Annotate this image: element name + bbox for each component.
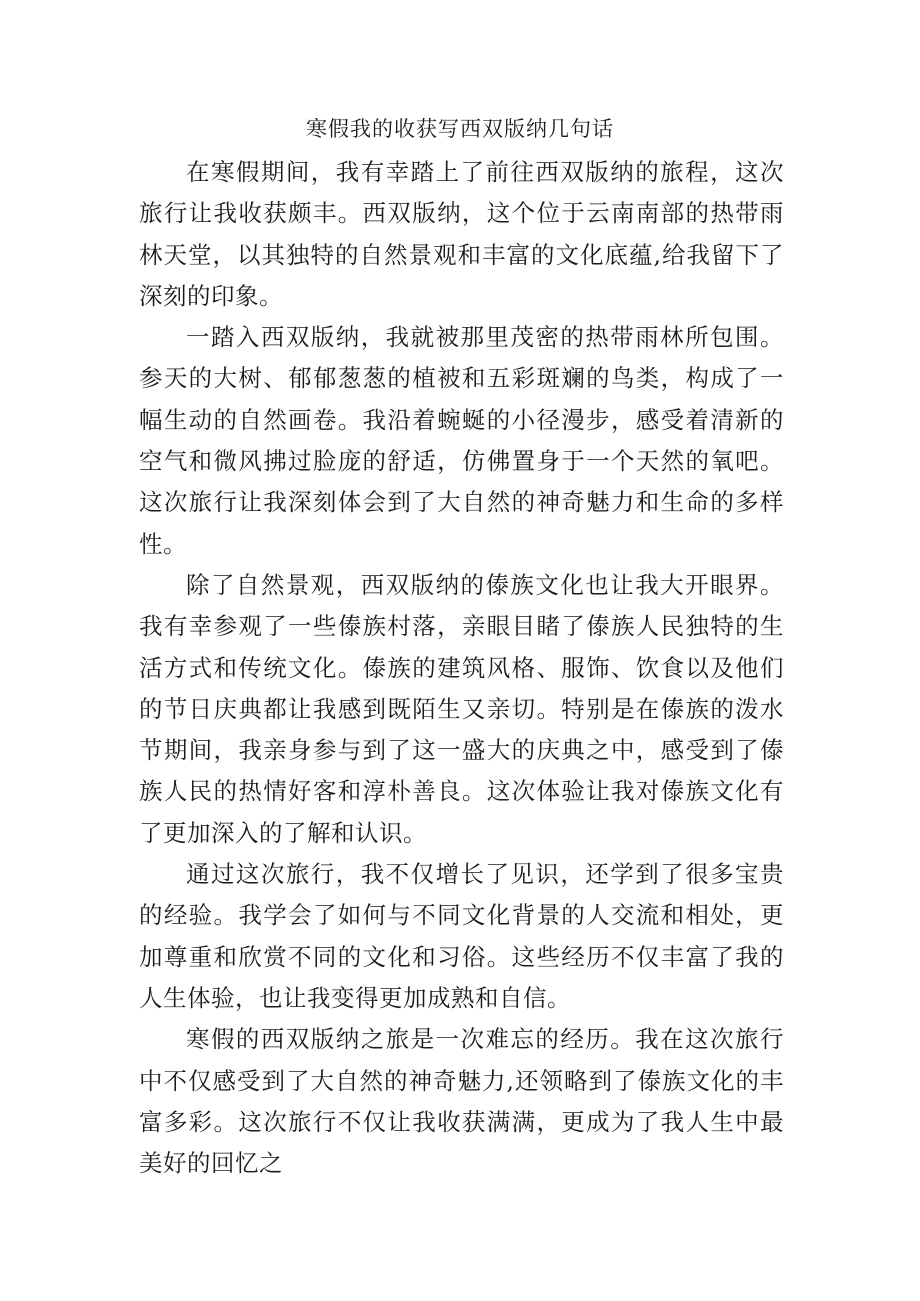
paragraph-1: 在寒假期间，我有幸踏上了前往西双版纳的旅程，这次旅行让我收获颇丰。西双版纳，这个位于云南南部的热带雨林天堂，以其独特的自然景观和丰富的文化底蕴,给我留下了深刻的印象。 — [139, 158, 784, 310]
paragraph-4: 通过这次旅行，我不仅增长了见识，还学到了很多宝贵的经验。我学会了如何与不同文化背景的人交流和相处，更加尊重和欣赏不同的文化和习俗。这些经历不仅丰富了我的人生体验，也让我变得更加成熟和自信。 — [139, 860, 784, 1012]
paragraph-2: 一踏入西双版纳，我就被那里茂密的热带雨林所包围。参天的大树、郁郁葱葱的植被和五彩斑斓的鸟类，构成了一幅生动的自然画卷。我沿着蜿蜒的小径漫步，感受着清新的空气和微风拂过脸庞的舒适，仿佛置身于一个天然的氧吧。这次旅行让我深刻体会到了大自然的神奇魅力和生命的多样性。 — [139, 323, 784, 558]
paragraph-5: 寒假的西双版纳之旅是一次难忘的经历。我在这次旅行中不仅感受到了大自然的神奇魅力,还领略到了傣族文化的丰富多彩。这次旅行不仅让我收获满满，更成为了我人生中最美好的回忆之 — [139, 1025, 784, 1178]
document-body — [139, 152, 784, 1184]
paragraph-3: 除了自然景观，西双版纳的傣族文化也让我大开眼界。我有幸参观了一些傣族村落，亲眼目睹了傣族人民独特的生活方式和传统文化。傣族的建筑风格、服饰、饮食以及他们的节日庆典都让我感到既陌生又亲切。特别是在傣族的泼水节期间，我亲身参与到了这一盛大的庆典之中，感受到了傣族人民的热情好客和淳朴善良。这次体验让我对傣族文化有了更加深入的了解和认识。 — [139, 570, 784, 847]
document-title: 寒假我的收获写西双版纳几句话 — [306, 117, 614, 141]
